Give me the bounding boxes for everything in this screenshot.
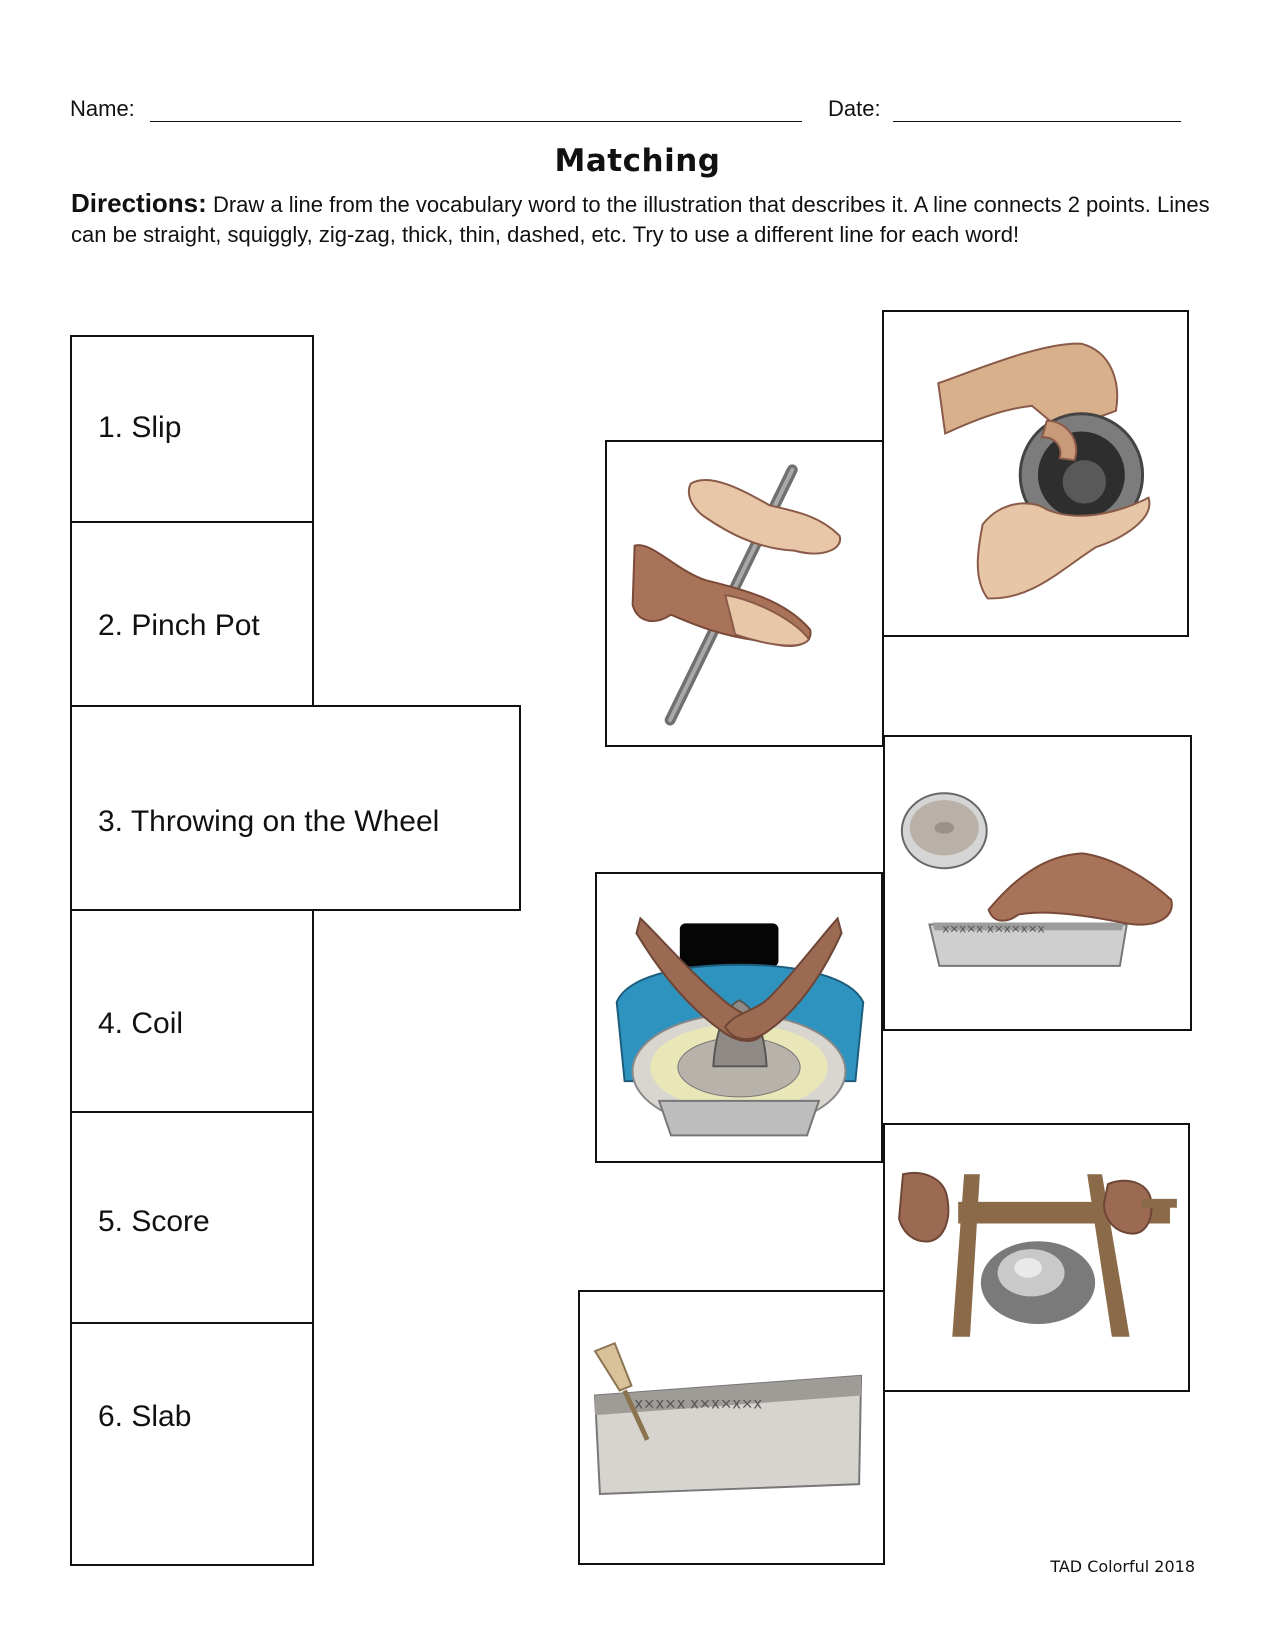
word-box-6[interactable] bbox=[70, 1322, 314, 1566]
word-label: 2. Pinch Pot bbox=[98, 609, 260, 642]
svg-text:x×x×x x×x×x×x: x×x×x x×x×x×x bbox=[634, 1395, 763, 1413]
date-line[interactable] bbox=[893, 121, 1181, 122]
word-box-5[interactable] bbox=[70, 1111, 314, 1324]
pottery-wheel-icon bbox=[597, 874, 881, 1161]
directions-text: Draw a line from the vocabulary word to the illustration that describes it. A line connects 2 points. Lines can be straight, squiggly, zig-zag, thick, thin, dashed, etc. Try to use a different line for each word! bbox=[71, 192, 1210, 247]
word-label: 6. Slab bbox=[98, 1400, 192, 1433]
illustration-wheel[interactable] bbox=[595, 872, 883, 1163]
name-label: Name: bbox=[70, 96, 135, 121]
page-title: Matching bbox=[554, 143, 721, 179]
directions bbox=[71, 188, 1211, 250]
directions-label: Directions: bbox=[71, 188, 207, 218]
svg-text:x×x×x x×x×x×x: x×x×x x×x×x×x bbox=[942, 921, 1045, 936]
illustration-score[interactable] bbox=[578, 1290, 885, 1565]
score-tool-icon bbox=[580, 1292, 883, 1563]
word-label: 3. Throwing on the Wheel bbox=[98, 805, 440, 838]
word-label: 5. Score bbox=[98, 1205, 210, 1238]
word-label: 4. Coil bbox=[98, 1007, 184, 1040]
illustration-slab[interactable] bbox=[883, 1123, 1190, 1392]
word-box-1[interactable] bbox=[70, 335, 314, 523]
credit-text: TAD Colorful 2018 bbox=[1050, 1557, 1195, 1576]
word-box-2[interactable] bbox=[70, 521, 314, 707]
illustration-pinch-pot[interactable] bbox=[882, 310, 1189, 637]
word-box-4[interactable] bbox=[70, 909, 314, 1113]
word-label: 1. Slip bbox=[98, 411, 182, 444]
name-line[interactable] bbox=[150, 121, 802, 122]
pinch-pot-icon bbox=[884, 312, 1187, 635]
slip-scoring-icon bbox=[885, 737, 1190, 1029]
coil-rolling-icon bbox=[607, 442, 882, 745]
date-label: Date: bbox=[828, 96, 881, 121]
slab-roller-icon bbox=[885, 1125, 1188, 1390]
illustration-slip[interactable] bbox=[883, 735, 1192, 1031]
illustration-coil[interactable] bbox=[605, 440, 884, 747]
word-box-3[interactable] bbox=[70, 705, 521, 911]
